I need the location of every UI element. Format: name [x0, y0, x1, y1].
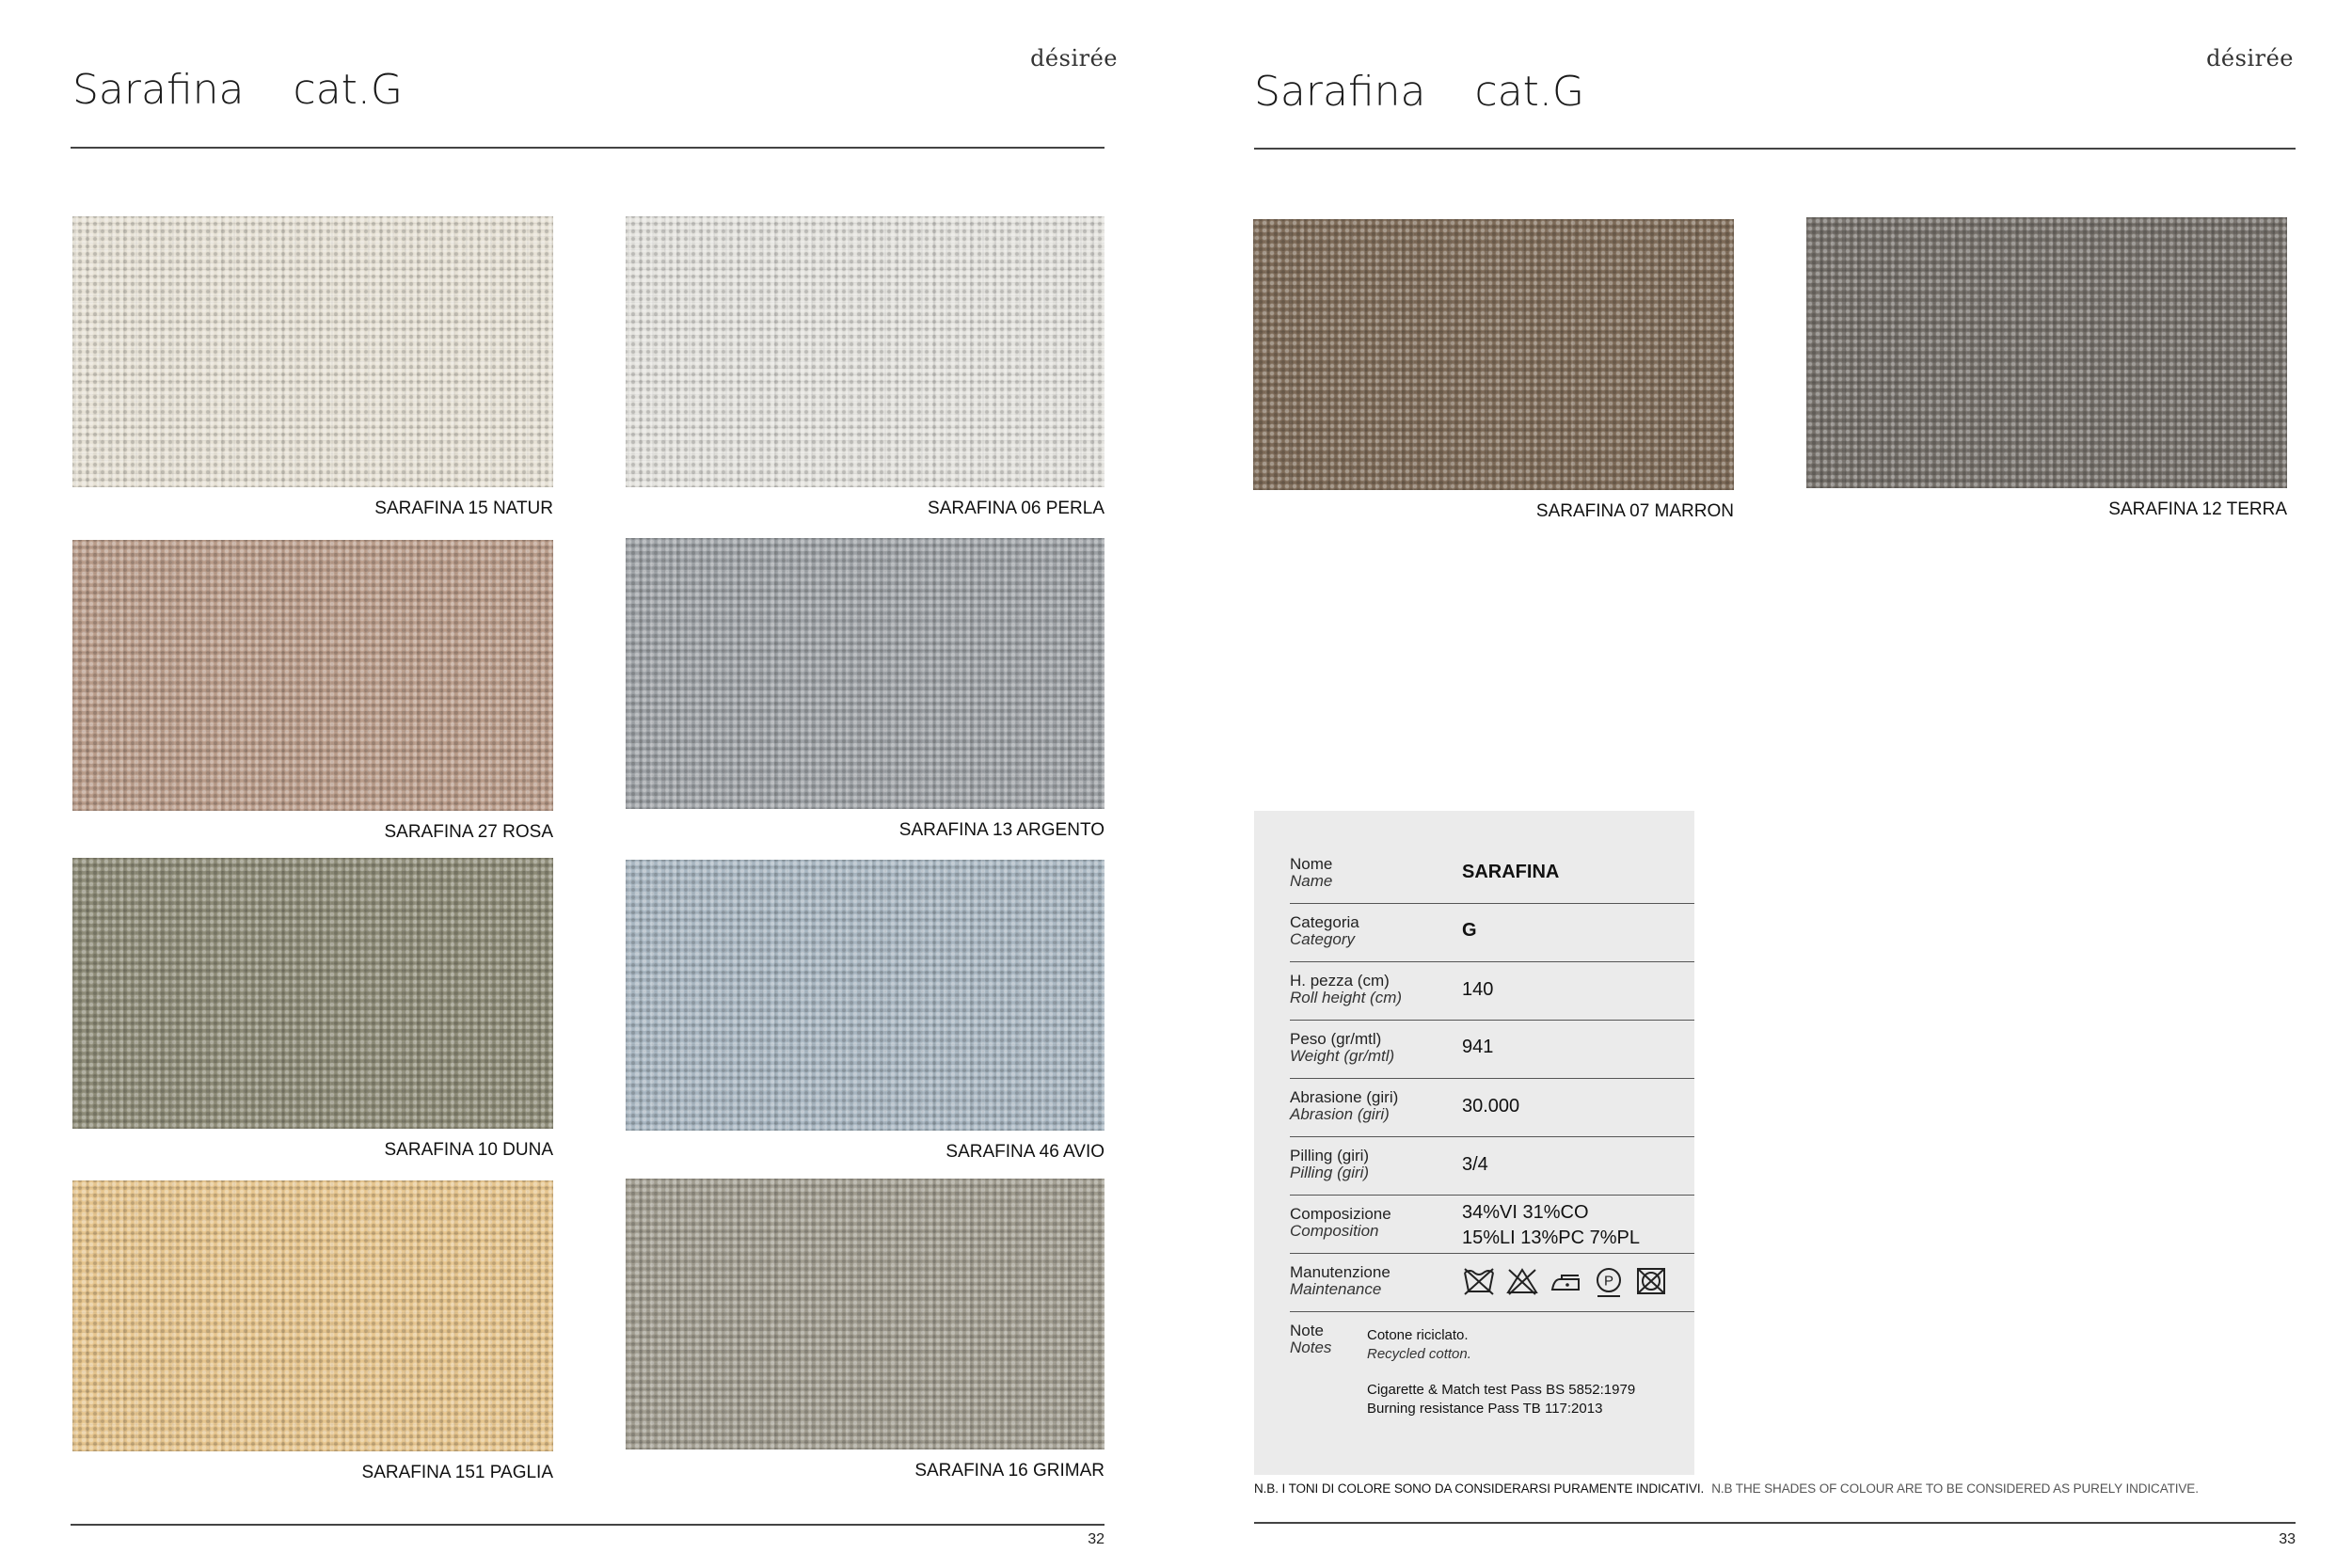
svg-text:P: P [1603, 1273, 1614, 1290]
spec-label: Pilling (giri) Pilling (giri) [1290, 1147, 1370, 1181]
swatch-label: SARAFINA 16 GRIMAR [914, 1461, 1104, 1481]
spec-value: 941 [1462, 1037, 1494, 1057]
swatch-label: SARAFINA 07 MARRON [1535, 501, 1734, 521]
iron-low-icon [1549, 1266, 1582, 1296]
footer-divider [71, 1524, 1104, 1526]
spec-row-maintenance [1290, 1264, 1694, 1312]
spec-row-abrasion [1290, 1089, 1694, 1137]
spec-value: 34%VI 31%CO 15%LI 13%PC 7%PL [1462, 1202, 1641, 1248]
fabric-swatch-image [626, 216, 1104, 487]
page-number: 32 [1088, 1531, 1104, 1547]
spec-value: G [1462, 920, 1477, 941]
spec-value: SARAFINA [1462, 862, 1560, 882]
fabric-swatch-image [72, 216, 553, 487]
collection-name: Sarafina [72, 66, 245, 114]
fabric-swatch-image [626, 538, 1104, 809]
spec-label: Abrasione (giri) Abrasion (giri) [1290, 1088, 1399, 1123]
swatch-label: SARAFINA 46 AVIO [946, 1142, 1104, 1162]
spec-label: Categoria Category [1290, 913, 1359, 948]
fabric-swatch-image [72, 858, 553, 1129]
do-not-wash-icon [1462, 1266, 1496, 1296]
spec-label: Nome Name [1290, 855, 1333, 890]
spec-row-composition [1290, 1202, 1694, 1254]
dry-clean-p-icon [1592, 1266, 1626, 1298]
notes-text: Cotone riciclato. Recycled cotton. Cigarette & Match test Pass BS 5852:1979 Burning resistance Pass TB 117:2013 [1367, 1327, 1636, 1417]
spec-label: Note Notes [1290, 1322, 1332, 1356]
page-number: 33 [2279, 1531, 2296, 1547]
color-disclaimer: N.B. I TONI DI COLORE SONO DA CONSIDERARSI PURAMENTE INDICATIVI. N.B THE SHADES OF COLOUR ARE TO BE CONSIDERED AS PURELY INDICATIVE. [1254, 1481, 2199, 1496]
page-title [1254, 68, 1584, 116]
swatch-label: SARAFINA 27 ROSA [384, 822, 553, 842]
fabric-swatch-image [626, 860, 1104, 1131]
do-not-tumble-dry-icon [1635, 1266, 1667, 1296]
swatch-label: SARAFINA 10 DUNA [384, 1140, 553, 1160]
spec-label: H. pezza (cm) Roll height (cm) [1290, 972, 1403, 1006]
swatch-label: SARAFINA 151 PAGLIA [361, 1463, 553, 1482]
brand-logo: désirée [1030, 45, 1118, 71]
spec-row-roll-height [1290, 973, 1694, 1021]
spec-value: 30.000 [1462, 1096, 1520, 1117]
care-symbols [1462, 1266, 1667, 1298]
swatch-label: SARAFINA 06 PERLA [928, 499, 1104, 518]
fabric-swatch-image [72, 1180, 553, 1451]
spec-label: Manutenzione Maintenance [1290, 1263, 1391, 1298]
fabric-swatch-image [1253, 219, 1734, 490]
swatch-label: SARAFINA 12 TERRA [2108, 499, 2287, 519]
fabric-swatch-image [72, 540, 553, 811]
swatch-label: SARAFINA 15 NATUR [374, 499, 553, 518]
spec-value: 140 [1462, 979, 1494, 1000]
brand-logo: désirée [2206, 45, 2294, 71]
spec-label: Peso (gr/mtl) Weight (gr/mtl) [1290, 1030, 1395, 1065]
collection-name: Sarafina [1254, 68, 1426, 116]
spec-panel [1254, 811, 1694, 1475]
fabric-swatch-image [1806, 217, 2287, 488]
do-not-bleach-icon [1505, 1266, 1539, 1296]
category-label: cat.G [293, 66, 404, 114]
fabric-swatch-image [626, 1179, 1104, 1449]
spec-row-name [1290, 856, 1694, 904]
category-label: cat.G [1474, 68, 1585, 116]
spec-row-notes [1290, 1323, 1694, 1435]
header-divider [1254, 148, 2296, 150]
spec-row-category [1290, 914, 1694, 962]
header-divider [71, 147, 1104, 149]
right-page [1176, 0, 2352, 1568]
spec-value: 3/4 [1462, 1154, 1488, 1175]
page-title [72, 66, 403, 114]
spec-row-pilling [1290, 1148, 1694, 1196]
footer-divider [1254, 1522, 2296, 1524]
spec-row-weight [1290, 1031, 1694, 1079]
spec-label: Composizione Composition [1290, 1205, 1391, 1240]
swatch-label: SARAFINA 13 ARGENTO [898, 820, 1104, 840]
